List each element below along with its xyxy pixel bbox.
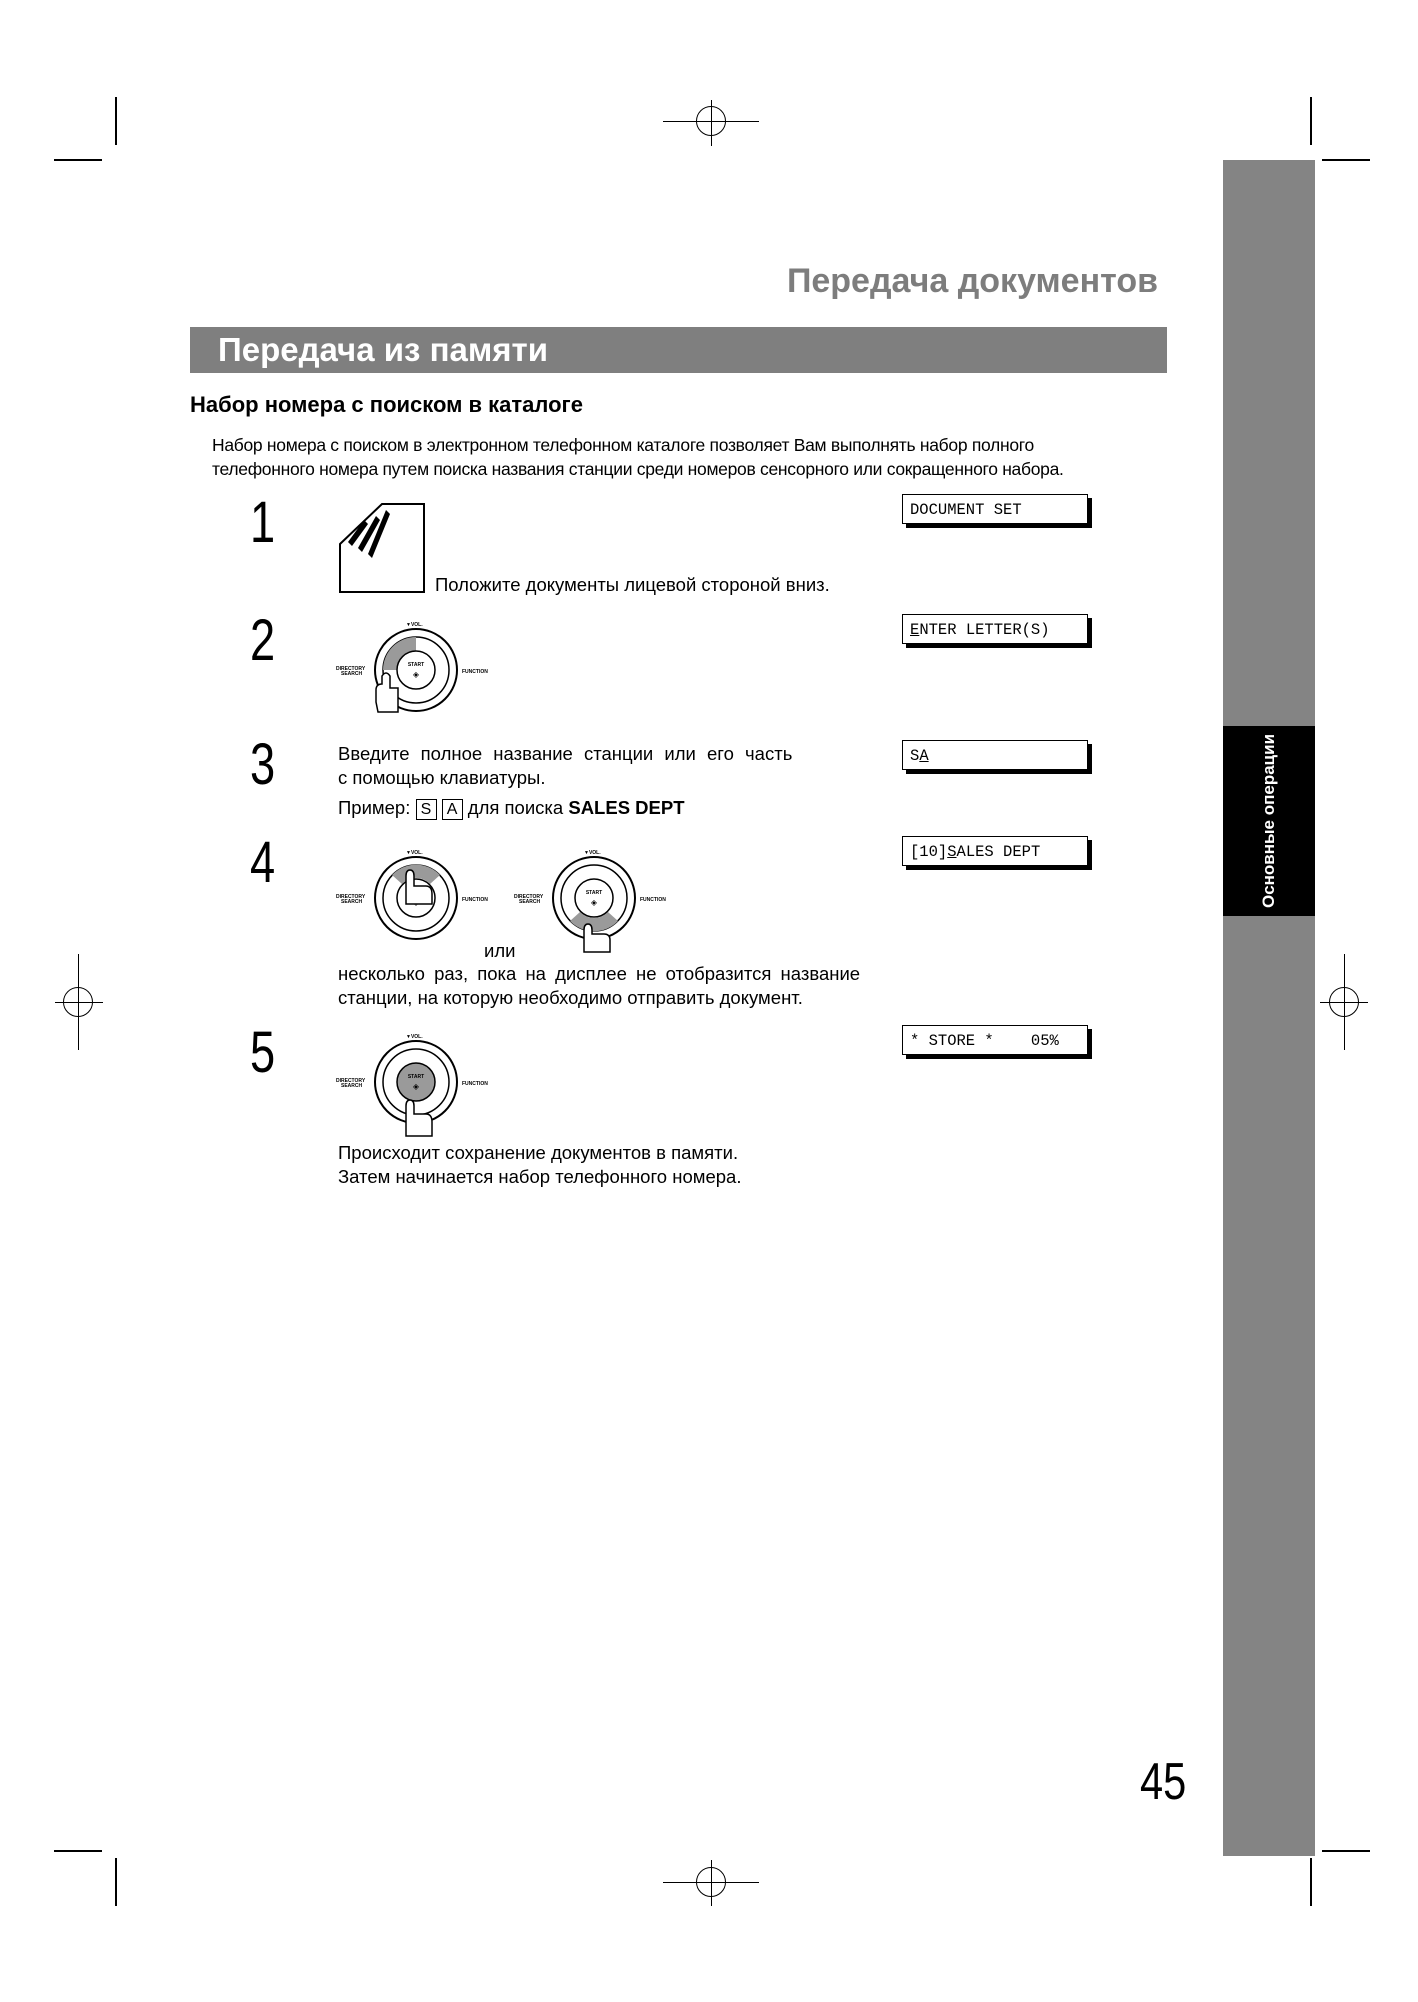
display-text: S [910,747,920,765]
crop-mark [54,1850,102,1852]
step-5-text: Происходит сохранение документов в памяти. [338,1142,739,1163]
key-a: A [442,799,463,820]
vol-label: ▼VOL. [584,850,601,856]
directory-label: SEARCH [341,1083,363,1089]
display-text: [10] [910,843,948,861]
step-4-text: несколько раз, пока на дисплее не отобразится название [338,963,861,984]
start-label: START [407,662,425,668]
step-number: 2 [250,608,276,673]
step-number: 4 [250,830,276,895]
or-label: или [484,940,516,961]
page-number: 45 [1140,1753,1187,1811]
start-label: START [585,890,603,896]
directory-label: DIRECTORY [336,666,366,672]
directory-label: DIRECTORY [514,894,544,900]
directory-label: SEARCH [519,899,541,905]
step-3-text: с помощью клавиатуры. [338,767,546,788]
control-panel-dial [336,618,496,718]
crop-mark [115,1858,117,1906]
function-label: FUNCTION [462,897,488,903]
crop-mark [115,97,117,145]
vol-label: ▼VOL. [406,622,423,628]
section-title: Передача документов [786,262,1158,300]
start-icon: ◈ [412,1082,420,1091]
cursor-char: A [919,747,929,765]
example-suffix: для поиска [467,797,564,818]
directory-label: DIRECTORY [336,894,366,900]
vol-label: ▼VOL. [406,1034,423,1040]
sidebar-tab-label: Основные операции [1259,733,1278,909]
start-icon: ◈ [590,898,598,907]
step-1-text: Положите документы лицевой стороной вниз. [435,574,830,595]
lcd-display [902,836,1088,866]
banner-title: Передача из памяти [218,331,548,368]
display-text: ALES DEPT [956,843,1041,861]
subtitle: Набор номера с поиском в каталоге [190,392,583,417]
crop-mark [54,159,102,161]
step-4-text: станции, на которую необходимо отправить документ. [338,987,803,1008]
sidebar-strip [1223,160,1315,1856]
step-5-text: Затем начинается набор телефонного номера. [338,1166,742,1187]
lcd-display: * STORE * 05% [902,1025,1088,1055]
function-label: FUNCTION [462,669,488,675]
key-s: S [416,799,437,820]
crop-mark [1310,97,1312,145]
function-label: FUNCTION [640,897,666,903]
directory-label: SEARCH [341,671,363,677]
intro-line: Набор номера с поиском в электронном телефонном каталоге позволяет Вам выполнять набор полного [212,435,1034,455]
control-panel-dial [336,1030,496,1140]
title-banner [190,327,1167,373]
intro-paragraph [212,433,1172,481]
display-text: NTER LETTER(S) [919,621,1050,639]
control-panel-dial [514,846,674,956]
step-number: 3 [250,732,276,797]
document-feed-icon [338,502,428,594]
cursor-char: E [910,621,920,639]
step-3-text: Введите полное название станции или его часть [338,743,793,764]
crop-mark [1322,1850,1370,1852]
step-number: 5 [250,1020,276,1085]
start-icon: ◈ [412,670,420,679]
function-label: FUNCTION [462,1081,488,1087]
example-target: SALES DEPT [568,797,685,818]
step-3-example [338,797,685,820]
crop-mark [1322,159,1370,161]
directory-label: DIRECTORY [336,1078,366,1084]
control-panel-dial [336,846,496,946]
vol-label: ▼VOL. [406,850,423,856]
intro-line: телефонного номера путем поиска названия станции среди номеров сенсорного или сокращенного набора. [212,459,1064,479]
lcd-display [902,740,1088,770]
step-number: 1 [250,490,276,555]
crop-mark [1310,1858,1312,1906]
cursor-char: S [947,843,957,861]
example-label: Пример: [338,797,411,818]
lcd-display: DOCUMENT SET [902,494,1088,524]
lcd-display [902,614,1088,644]
start-label: START [407,1074,425,1080]
directory-label: SEARCH [341,899,363,905]
